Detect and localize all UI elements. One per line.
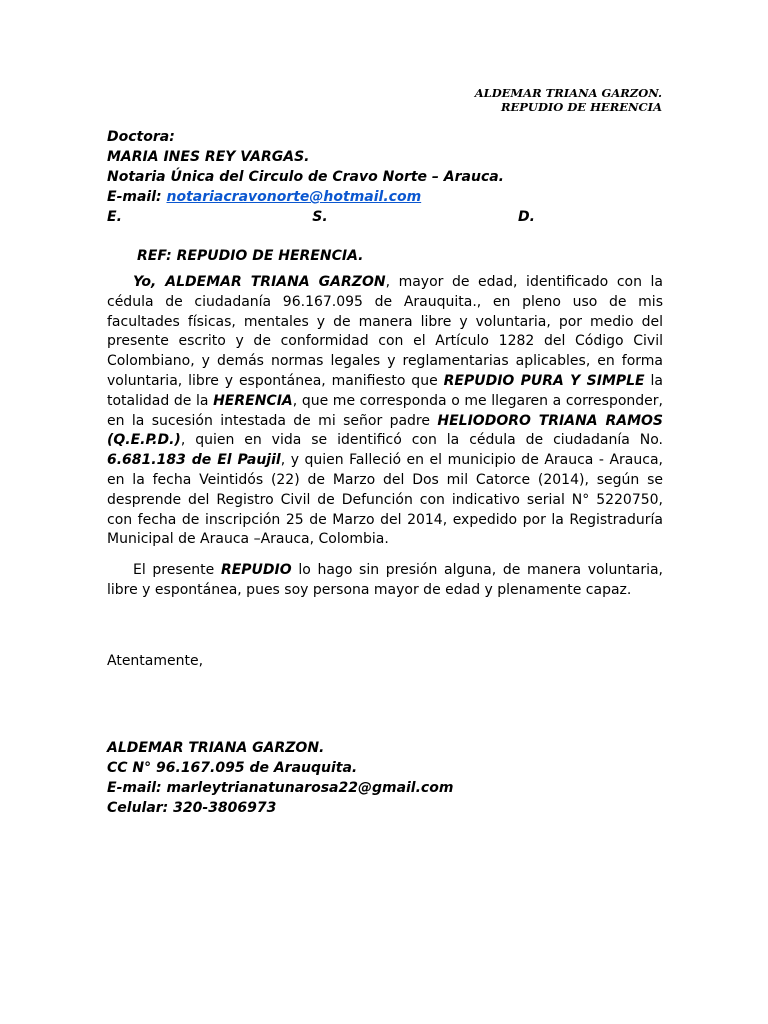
esd-line	[107, 207, 535, 227]
addressee-name: MARIA INES REY VARGAS.	[107, 149, 310, 165]
repudio-term: REPUDIO	[220, 562, 292, 579]
paragraph-text: la totalidad de la	[107, 372, 663, 409]
deceased-name: HELIODORO TRIANA RAMOS (Q.E.P.D.)	[107, 412, 663, 449]
repudio-phrase: REPUDIO PURA Y SIMPLE	[443, 372, 645, 389]
header-name: ALDEMAR TRIANA GARZON.	[474, 86, 662, 100]
paragraph-text: El presente	[133, 562, 221, 579]
letter-body	[107, 273, 663, 612]
addressee-block	[107, 127, 667, 227]
addressee-office: Notaria Única del Circulo de Cravo Norte – Arauca.	[107, 169, 505, 185]
signer-id: CC N° 96.167.095 de Arauquita.	[107, 760, 358, 776]
reference-line: REF: REPUDIO DE HERENCIA.	[137, 248, 364, 264]
paragraph-text: , y quien Falleció en el municipio de Arauca - Arauca, en la fecha Veintidós (22) de Marzo del Dos mil Catorce (2014), según se desprende del Registro Civil de Defunción con indicativo serial N° 5220750, con fecha de inscripción 25 de Marzo del 2014, expedido por la Registraduría Municipal de Arauca –Arauca, Colombia.	[107, 452, 663, 548]
addressee-email-label: E-mail:	[107, 189, 167, 205]
esd-d: D.	[518, 209, 535, 225]
signer-name: ALDEMAR TRIANA GARZON.	[107, 740, 325, 756]
paragraph-declaration	[107, 273, 663, 550]
document-header	[475, 86, 662, 114]
header-subject: REPUDIO DE HERENCIA	[500, 100, 662, 114]
signer-email: E-mail: marleytrianatunarosa22@gmail.com	[107, 780, 454, 796]
paragraph-text: lo hago sin presión alguna, de manera voluntaria, libre y espontánea, pues soy persona mayor de edad y plenamente capaz.	[107, 562, 663, 598]
paragraph-text: , mayor de edad, identificado con la cédula de ciudadanía 96.167.095 de Arauquita., en pleno uso de mis facultades físicas, mentales y de manera libre y voluntaria, por medio del presente escrito y de conformidad con el Artículo 1282 del Código Civil Colombiano, y demás normas legales y reglamentarias aplicables, en forma voluntaria, libre y espontánea, manifiesto que	[107, 274, 663, 389]
esd-s: S.	[312, 209, 328, 225]
declarant-name: Yo, ALDEMAR TRIANA GARZON	[133, 274, 386, 290]
signer-phone: Celular: 320-3806973	[107, 800, 277, 816]
paragraph-text: , que me corresponda o me llegaren a corresponder, en la sucesión intestada de mi señor padre	[107, 392, 663, 429]
closing-salutation: Atentamente,	[107, 653, 204, 669]
addressee-title: Doctora:	[107, 129, 175, 145]
addressee-email-line	[107, 187, 667, 207]
paragraph-text: , quien en vida se identificó con la cédula de ciudadanía No.	[180, 432, 663, 449]
herencia-term: HERENCIA	[213, 392, 293, 409]
esd-e: E.	[107, 209, 122, 225]
paragraph-statement	[107, 561, 663, 601]
addressee-email-link[interactable]: notariacravonorte@hotmail.com	[166, 189, 422, 205]
signature-block	[107, 738, 453, 818]
deceased-id: 6.681.183 de El Paujil	[107, 452, 281, 469]
